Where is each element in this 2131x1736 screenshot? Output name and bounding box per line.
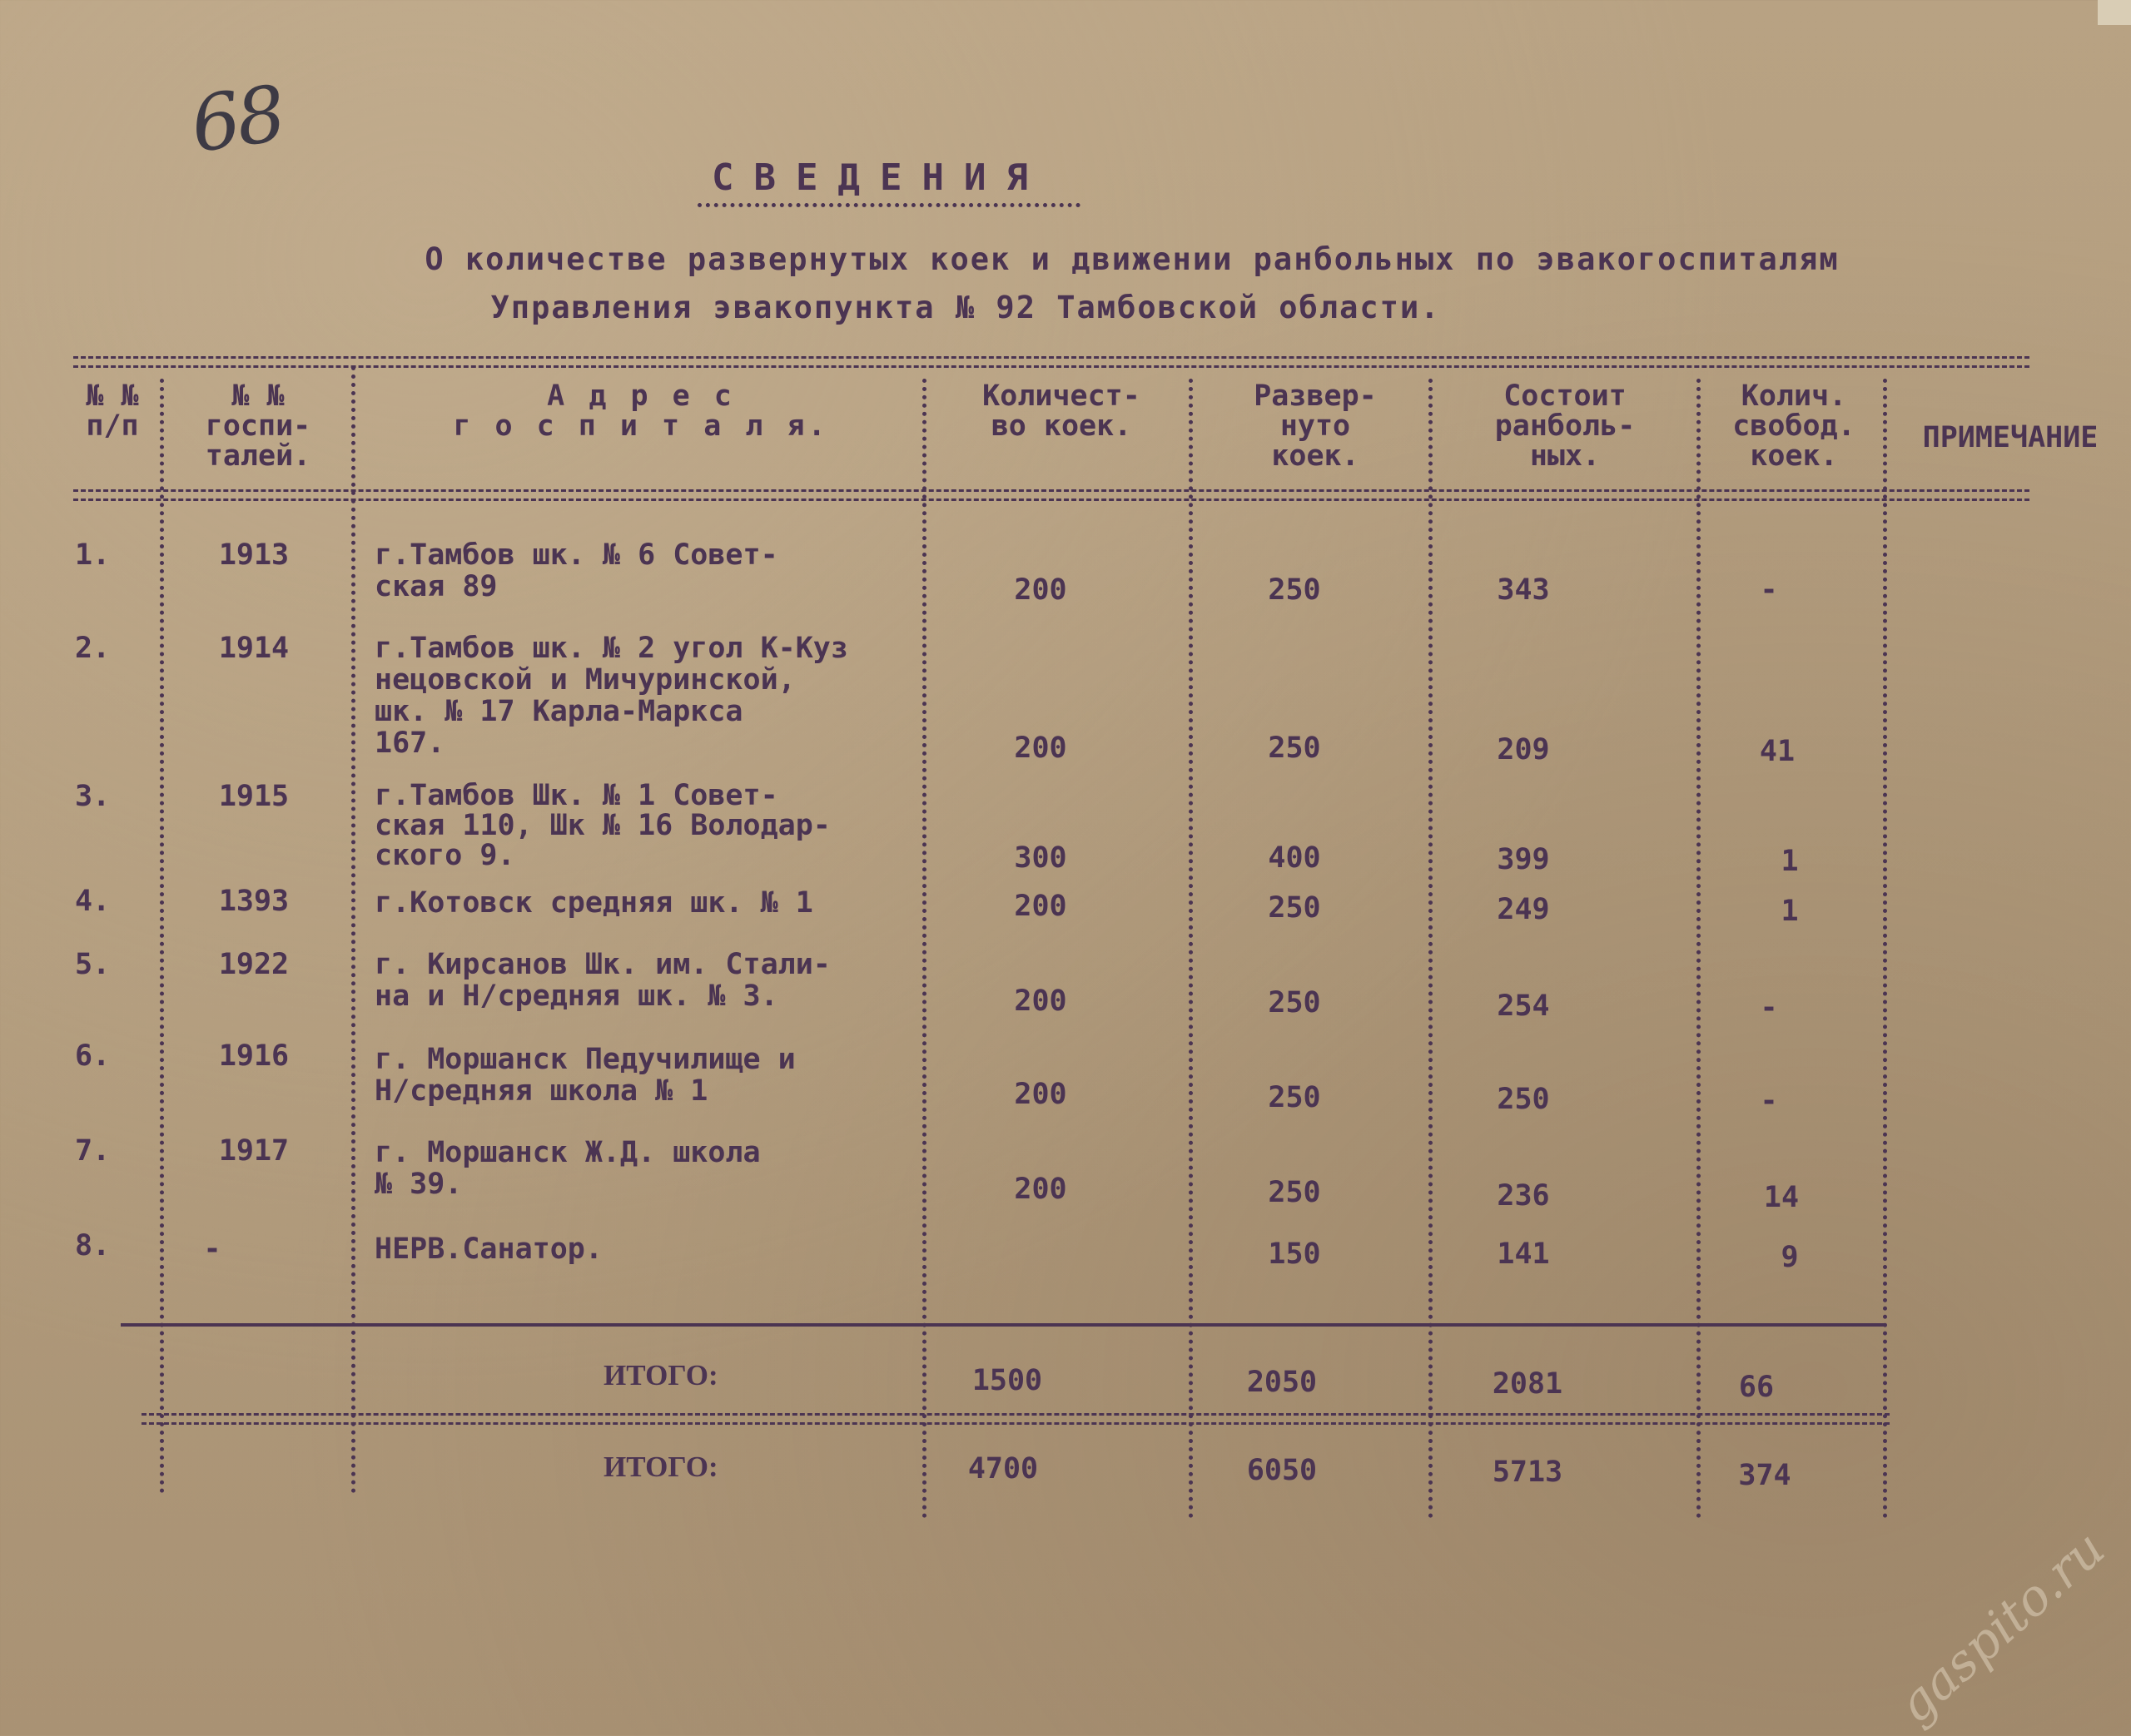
- row-5-beds: 200: [1014, 985, 1067, 1018]
- row-8-hospital: -: [203, 1233, 221, 1266]
- row-1-beds: 200: [1014, 573, 1067, 607]
- row-1-patients: 343: [1497, 573, 1550, 607]
- column-separator-5: [1428, 379, 1433, 1519]
- row-8-number: 8.: [75, 1229, 111, 1262]
- row-7-hospital: 1917: [218, 1134, 290, 1168]
- row-6-hospital: 1916: [218, 1039, 290, 1073]
- row-8-free: 9: [1781, 1241, 1799, 1274]
- subtotal-beds: 1500: [971, 1364, 1043, 1397]
- row-6-beds: 200: [1014, 1078, 1067, 1111]
- row-1-hospital: 1913: [218, 538, 290, 572]
- header-row-number: № № п/п: [86, 379, 139, 443]
- row-4-beds: 200: [1014, 890, 1067, 923]
- row-1-deployed: 250: [1268, 573, 1321, 607]
- column-separator-2: [351, 366, 355, 1494]
- header-free-beds: Колич. свобод. коек.: [1732, 379, 1855, 473]
- row-3-address: г.Тамбов Шк. № 1 Совет- ская 110, Шк № 16 Володар- ского 9.: [375, 779, 831, 872]
- total-free: 374: [1738, 1459, 1791, 1492]
- row-3-deployed: 400: [1268, 841, 1321, 875]
- column-separator-1: [160, 379, 164, 1494]
- row-7-deployed: 250: [1268, 1176, 1321, 1209]
- row-7-beds: 200: [1014, 1173, 1067, 1206]
- column-separator-4: [1189, 379, 1193, 1519]
- total-patients: 5713: [1492, 1456, 1563, 1489]
- row-3-number: 3.: [75, 780, 111, 813]
- row-7-patients: 236: [1497, 1179, 1550, 1213]
- row-2-free: 41: [1759, 735, 1796, 768]
- subtitle-line-2: Управления эвакопункта № 92 Тамбовской области.: [490, 290, 1441, 325]
- total-rule: [142, 1413, 1890, 1425]
- row-1-address: г.Тамбов шк. № 6 Совет- ская 89: [375, 538, 778, 603]
- subtotal-patients: 2081: [1492, 1367, 1563, 1401]
- row-7-number: 7.: [75, 1134, 111, 1168]
- row-2-address: г.Тамбов шк. № 2 угол К-Куз нецовской и Мичуринской, шк. № 17 Карла-Маркса 167.: [375, 632, 848, 760]
- row-4-number: 4.: [75, 885, 111, 918]
- row-5-address: г. Кирсанов Шк. им. Стали- на и Н/средняя шк. № 3.: [375, 948, 831, 1013]
- row-5-hospital: 1922: [218, 948, 290, 981]
- row-2-patients: 209: [1497, 733, 1550, 766]
- row-5-free: -: [1760, 991, 1778, 1024]
- header-deployed-beds: Развер- нуто коек.: [1254, 379, 1377, 473]
- subtotal-free: 66: [1738, 1371, 1775, 1404]
- row-2-beds: 200: [1014, 732, 1067, 765]
- row-8-patients: 141: [1497, 1238, 1550, 1271]
- document-title: СВЕДЕНИЯ: [712, 156, 1048, 199]
- row-6-patients: 250: [1497, 1083, 1550, 1116]
- column-separator-7: [1883, 379, 1887, 1519]
- row-2-hospital: 1914: [218, 632, 290, 665]
- total-label: ИТОГО:: [604, 1451, 718, 1483]
- row-4-deployed: 250: [1268, 891, 1321, 925]
- row-6-address: г. Моршанск Педучилище и Н/средняя школа № 1: [375, 1043, 796, 1108]
- handwritten-page-number: 68: [186, 68, 288, 171]
- subtotal-deployed: 2050: [1246, 1366, 1318, 1399]
- header-address: А д р е с г о с п и т а л я.: [453, 379, 829, 443]
- total-beds: 4700: [967, 1452, 1039, 1486]
- subtotal-rule: [121, 1323, 1885, 1327]
- row-1-free: -: [1760, 573, 1778, 607]
- row-6-number: 6.: [75, 1039, 111, 1073]
- row-3-hospital: 1915: [218, 780, 290, 813]
- watermark: gaspito.ru: [1886, 1519, 2116, 1735]
- column-separator-6: [1696, 379, 1701, 1519]
- header-bottom-rule: [73, 489, 2029, 501]
- header-bed-count: Количест- во коек.: [982, 379, 1140, 443]
- row-4-address: г.Котовск средняя шк. № 1: [375, 886, 813, 920]
- row-7-address: г. Моршанск Ж.Д. школа № 39.: [375, 1136, 761, 1201]
- header-note: ПРИМЕЧАНИЕ: [1922, 421, 2099, 454]
- header-hospital-number: № № госпи- талей.: [205, 379, 311, 473]
- paper-corner: [2098, 0, 2131, 25]
- title-underline: [698, 203, 1080, 207]
- row-4-patients: 249: [1497, 893, 1550, 926]
- row-1-number: 1.: [75, 538, 111, 572]
- header-patients: Состоит ранболь- ных.: [1494, 379, 1636, 473]
- row-3-beds: 300: [1014, 841, 1067, 875]
- row-8-address: НЕРВ.Санатор.: [375, 1233, 603, 1266]
- row-5-deployed: 250: [1268, 986, 1321, 1019]
- row-3-patients: 399: [1497, 843, 1550, 876]
- subtotal-label: ИТОГО:: [604, 1359, 718, 1391]
- row-2-number: 2.: [75, 632, 111, 665]
- row-5-patients: 254: [1497, 990, 1550, 1023]
- subtitle-line-1: О количестве развернутых коек и движении ранбольных по эвакогоспиталям: [425, 241, 1840, 277]
- row-8-deployed: 150: [1268, 1238, 1321, 1271]
- row-5-number: 5.: [75, 948, 111, 981]
- row-3-free: 1: [1781, 845, 1799, 878]
- row-4-free: 1: [1781, 895, 1799, 928]
- row-4-hospital: 1393: [218, 885, 290, 918]
- row-7-free: 14: [1763, 1181, 1800, 1214]
- header-top-rule: [73, 356, 2029, 368]
- row-2-deployed: 250: [1268, 732, 1321, 765]
- row-6-free: -: [1760, 1084, 1778, 1118]
- row-6-deployed: 250: [1268, 1081, 1321, 1114]
- total-deployed: 6050: [1246, 1454, 1318, 1487]
